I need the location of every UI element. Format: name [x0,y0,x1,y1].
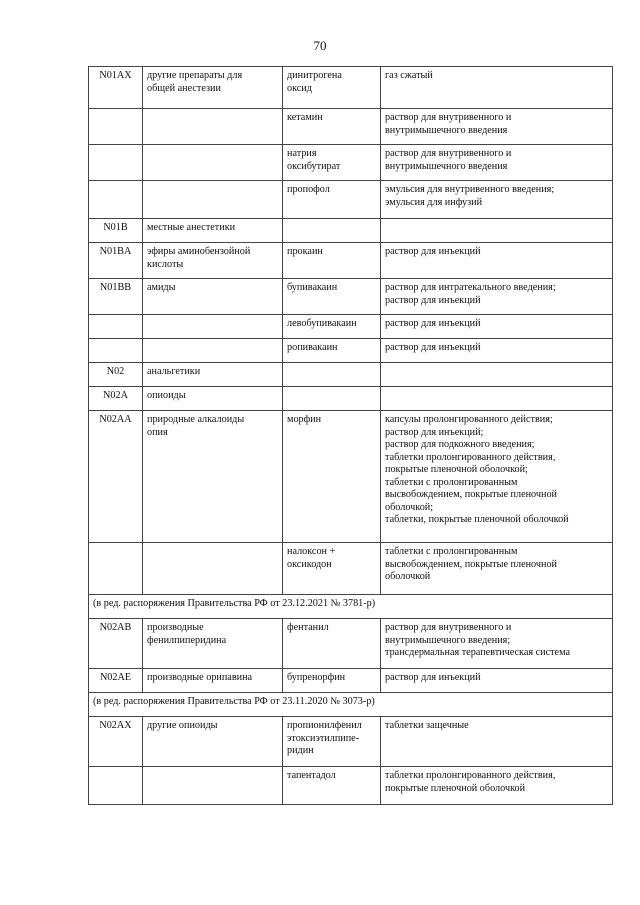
atc-code-cell [89,109,143,145]
atc-code-cell [89,767,143,805]
dosage-form-cell: раствор для инъекций [381,669,613,693]
group-name-cell [143,339,283,363]
drug-name-cell: пропионилфенил этоксиэтилпипе- ридин [283,717,381,767]
group-name-cell [143,767,283,805]
group-name-cell: другие опиоиды [143,717,283,767]
drug-name-cell [283,363,381,387]
group-name-cell: производные орипавина [143,669,283,693]
dosage-form-cell: раствор для инъекций [381,315,613,339]
amendment-note-row [89,595,613,619]
amendment-note: (в ред. распоряжения Правительства РФ от 23.12.2021 № 3781-р) [89,595,613,619]
group-name-cell [143,315,283,339]
dosage-form-cell: таблетки защечные [381,717,613,767]
atc-code-cell [89,145,143,181]
atc-code-cell: N02AX [89,717,143,767]
atc-code-cell: N02A [89,387,143,411]
drug-name-cell [283,219,381,243]
group-name-cell: эфиры аминобензойной кислоты [143,243,283,279]
group-name-cell [143,181,283,219]
table-row [89,109,613,145]
table-row [89,619,613,669]
table-row [89,67,613,109]
table-row [89,145,613,181]
dosage-form-cell: таблетки с пролонгированным высвобождением, покрытые пленочной оболочкой [381,543,613,595]
drug-name-cell: бупивакаин [283,279,381,315]
group-name-cell [143,543,283,595]
table-row [89,219,613,243]
group-name-cell: местные анестетики [143,219,283,243]
table-row [89,279,613,315]
drug-name-cell: тапентадол [283,767,381,805]
atc-code-cell [89,315,143,339]
group-name-cell: анальгетики [143,363,283,387]
drug-name-cell: ропивакаин [283,339,381,363]
amendment-note-row [89,693,613,717]
group-name-cell: амиды [143,279,283,315]
group-name-cell [143,145,283,181]
atc-code-cell [89,339,143,363]
table-row [89,669,613,693]
drug-name-cell: прокаин [283,243,381,279]
group-name-cell: производные фенилпиперидина [143,619,283,669]
dosage-form-cell: таблетки пролонгированного действия, покрытые пленочной оболочкой [381,767,613,805]
group-name-cell: природные алкалоиды опия [143,411,283,543]
atc-code-cell [89,181,143,219]
table-row [89,717,613,767]
drug-name-cell: бупренорфин [283,669,381,693]
dosage-form-cell [381,363,613,387]
drug-name-cell: налоксон + оксикодон [283,543,381,595]
table-row [89,315,613,339]
group-name-cell [143,109,283,145]
table-row [89,243,613,279]
dosage-form-cell [381,387,613,411]
drug-name-cell: динитрогена оксид [283,67,381,109]
atc-code-cell: N01AX [89,67,143,109]
dosage-form-cell: раствор для интратекального введения; раствор для инъекций [381,279,613,315]
table-row [89,339,613,363]
table-row [89,363,613,387]
atc-code-cell: N02AA [89,411,143,543]
drug-name-cell: кетамин [283,109,381,145]
table-row [89,411,613,543]
atc-code-cell [89,543,143,595]
drug-name-cell: натрия оксибутират [283,145,381,181]
dosage-form-cell: раствор для внутривенного и внутримышечного введения [381,109,613,145]
atc-code-cell: N02 [89,363,143,387]
atc-code-cell: N02AB [89,619,143,669]
dosage-form-cell: раствор для инъекций [381,339,613,363]
group-name-cell: опиоиды [143,387,283,411]
atc-code-cell: N02AE [89,669,143,693]
dosage-form-cell: раствор для внутривенного и внутримышечного введения; трансдермальная терапевтическая система [381,619,613,669]
drug-table [88,66,613,805]
page-number: 70 [313,38,327,53]
atc-code-cell: N01BB [89,279,143,315]
dosage-form-cell: капсулы пролонгированного действия; раствор для инъекций; раствор для подкожного введения; таблетки пролонгированного действия, покрытые пленочной оболочкой; таблетки с пролонгированным высвобождением, покрытые пленочной оболочкой; таблетки, покрытые пленочной оболочкой [381,411,613,543]
drug-name-cell: пропофол [283,181,381,219]
dosage-form-cell: газ сжатый [381,67,613,109]
dosage-form-cell: раствор для инъекций [381,243,613,279]
drug-name-cell [283,387,381,411]
atc-code-cell: N01BA [89,243,143,279]
drug-name-cell: левобупивакаин [283,315,381,339]
table-row [89,543,613,595]
dosage-form-cell: раствор для внутривенного и внутримышечного введения [381,145,613,181]
drug-name-cell: морфин [283,411,381,543]
table-row [89,767,613,805]
atc-code-cell: N01B [89,219,143,243]
dosage-form-cell [381,219,613,243]
drug-table-body [89,67,613,805]
drug-name-cell: фентанил [283,619,381,669]
dosage-form-cell: эмульсия для внутривенного введения; эмульсия для инфузий [381,181,613,219]
amendment-note: (в ред. распоряжения Правительства РФ от 23.11.2020 № 3073-р) [89,693,613,717]
table-row [89,181,613,219]
table-row [89,387,613,411]
group-name-cell: другие препараты для общей анестезии [143,67,283,109]
